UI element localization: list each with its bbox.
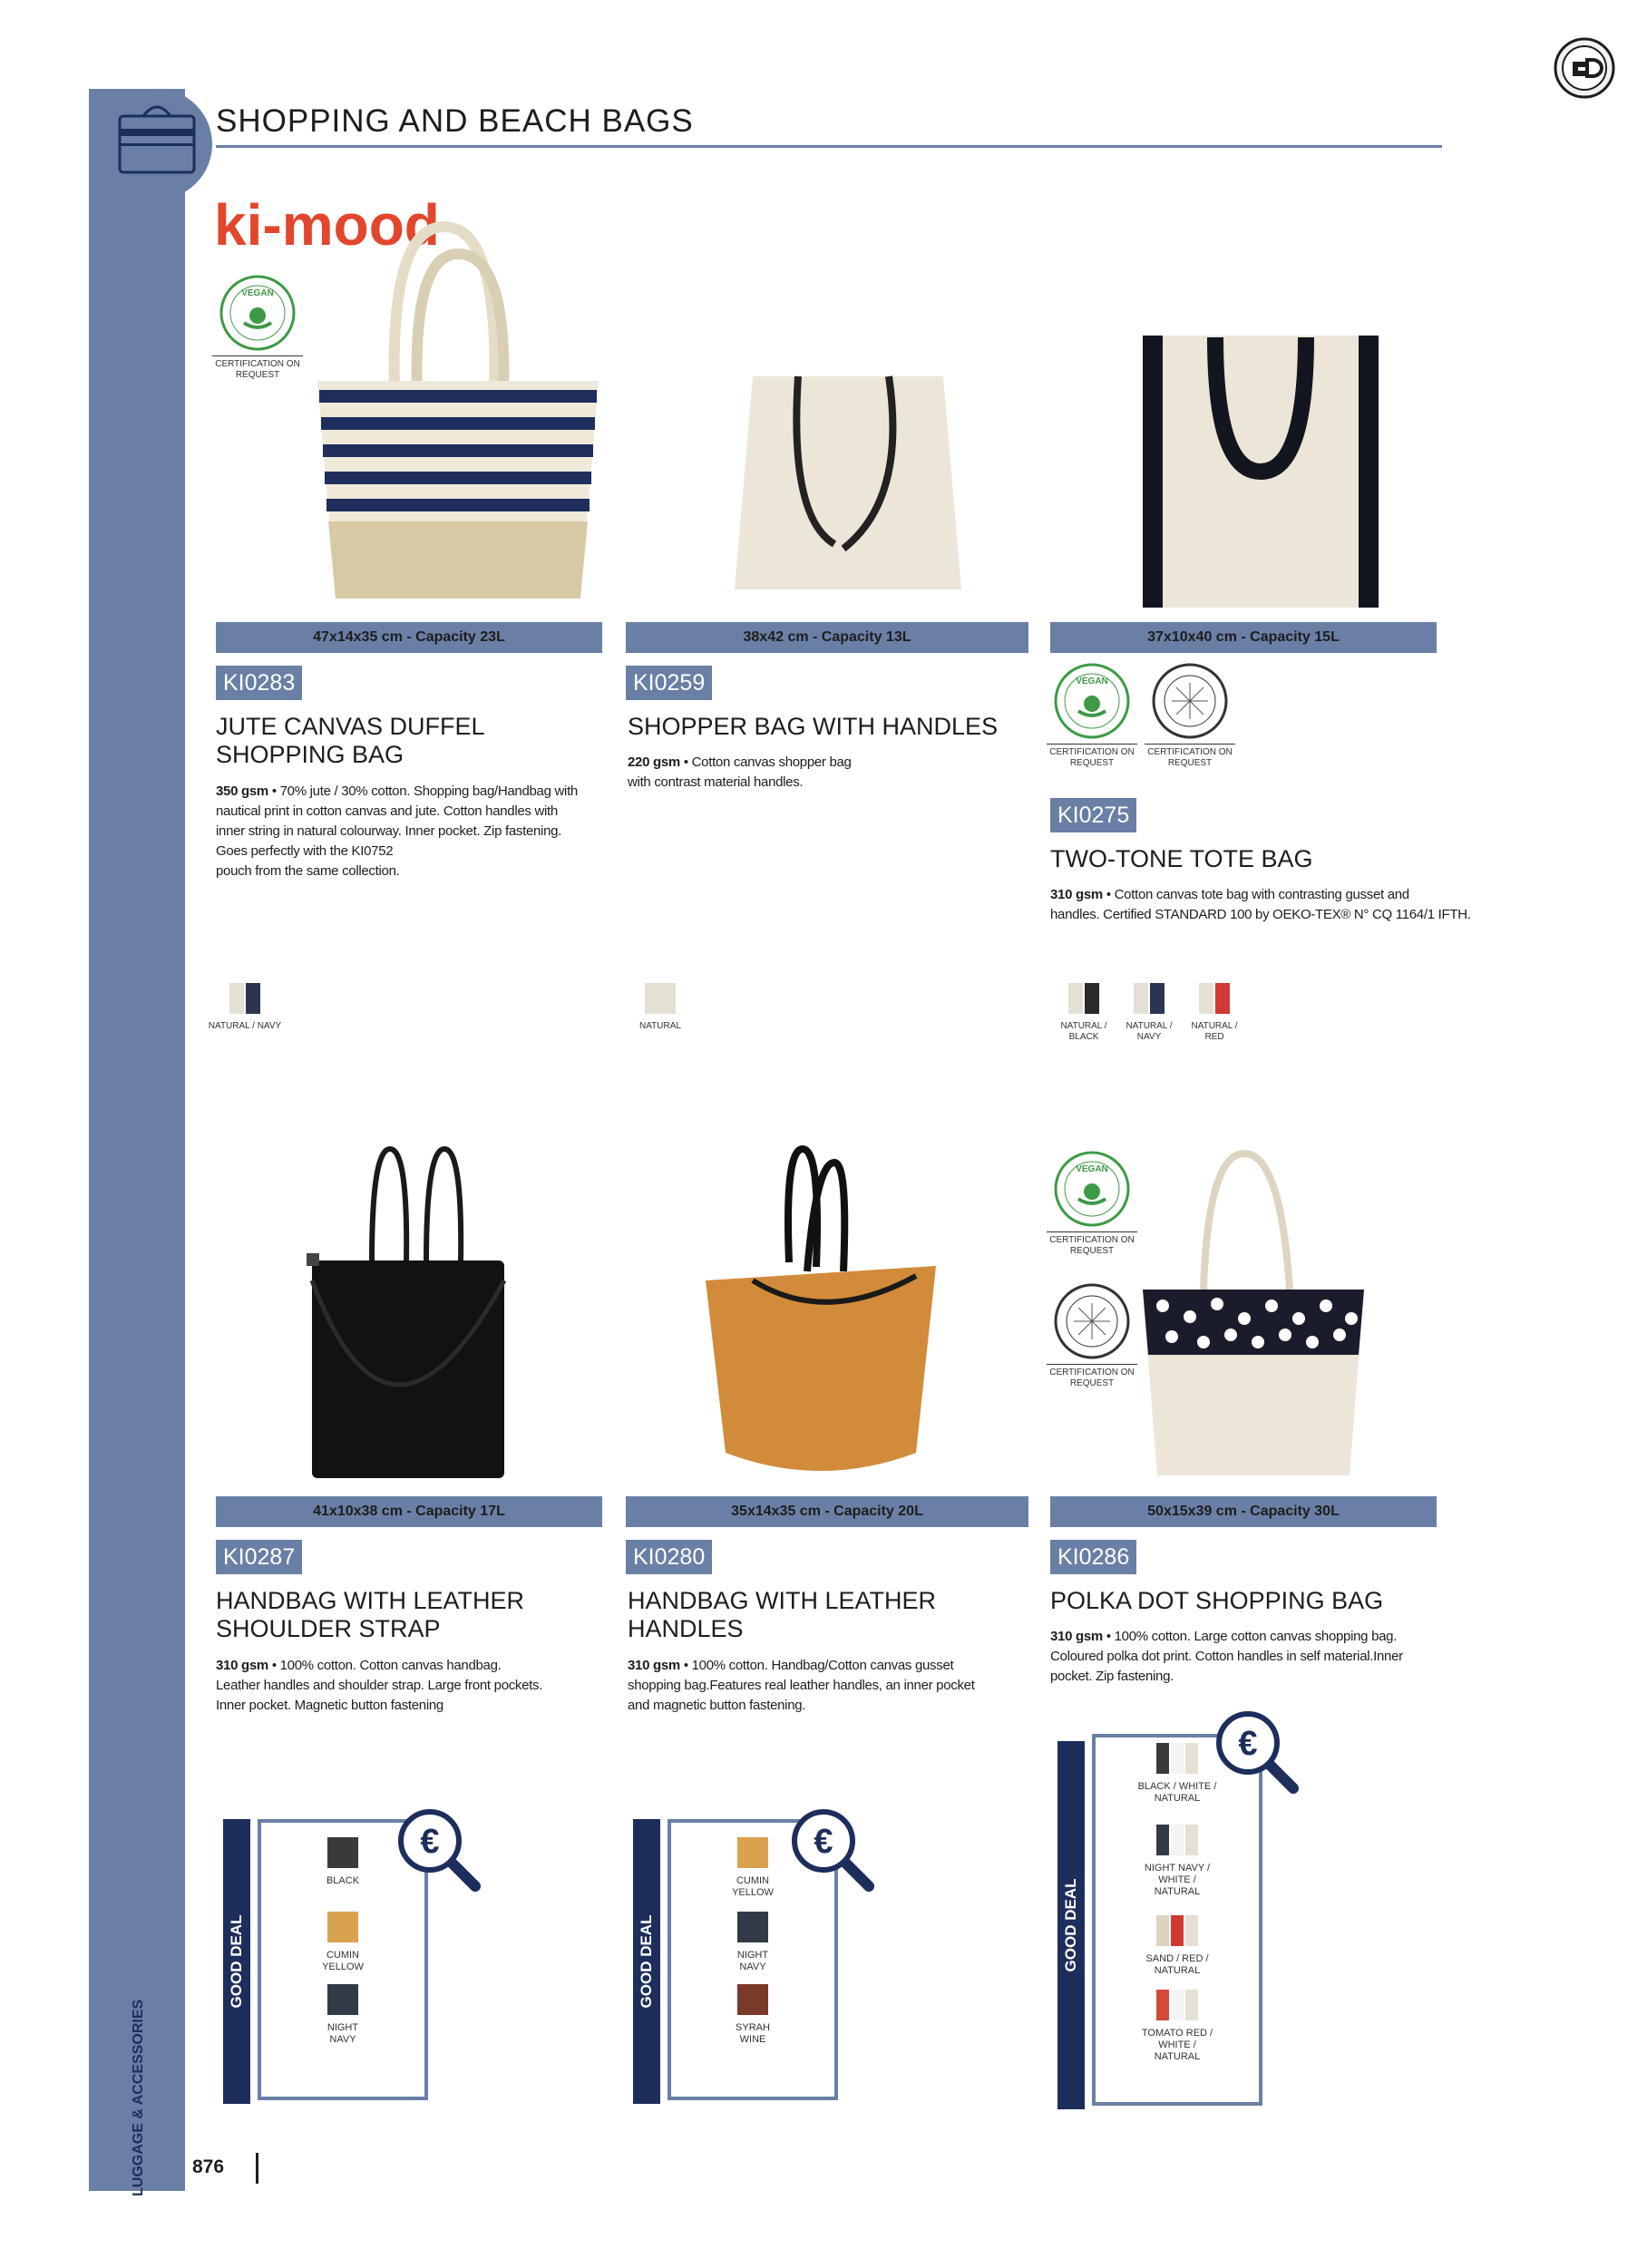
product-ref: KI0287 [216,1540,302,1574]
vegan-cert [212,272,303,381]
side-category-label: LUGGAGE & ACCESSORIES [131,1999,146,2196]
color-swatch[interactable]: SAND / RED / NATURAL [1092,1915,1262,1977]
color-swatch[interactable]: NATURAL / NAVY [204,983,286,1032]
color-swatch[interactable]: SYRAH WINE [668,1984,838,2046]
product-name: POLKA DOT SHOPPING BAG [1050,1587,1384,1614]
product-name: HANDBAG WITH LEATHER HANDLES [628,1587,937,1642]
product-ref: KI0283 [216,666,302,700]
good-deal-bar: GOOD DEAL [223,1819,250,2104]
color-swatch[interactable]: NATURAL [630,983,690,1032]
good-deal-box [223,1819,486,2104]
vegan-cert [1047,1148,1137,1257]
page-number: 876 [192,2156,225,2177]
good-deal-box [1057,1725,1321,2109]
color-swatch[interactable]: CUMIN YELLOW [258,1912,428,1973]
svg-text:€: € [420,1823,440,1861]
cert-text: CERTIFICATION ON REQUEST [1145,744,1235,769]
vegan-cert [1047,660,1137,769]
good-deal-box [633,1819,896,2104]
product-image-KI0259 [735,363,970,599]
product-image-KI0275 [1125,326,1397,608]
confidence-textile-icon [1149,660,1231,742]
color-swatch[interactable]: NATURAL / BLACK [1054,983,1114,1043]
cert-text: CERTIFICATION ON REQUEST [212,355,303,381]
product-dims: 37x10x40 cm - Capacity 15L [1050,622,1437,653]
good-deal-bar: GOOD DEAL [633,1819,660,2104]
product-name: HANDBAG WITH LEATHER SHOULDER STRAP [216,1587,525,1642]
product-description: 220 gsm • Cotton canvas shopper bag with contrast material handles. [628,754,852,790]
color-swatch[interactable]: BLACK / WHITE / NATURAL [1092,1743,1262,1805]
cert-text: CERTIFICATION ON REQUEST [1047,1364,1137,1389]
vegan-badge-icon [1051,660,1133,742]
product-image-KI0286 [1135,1144,1371,1482]
svg-text:€: € [814,1823,833,1861]
vegan-badge-icon [217,272,298,354]
publisher-logo-icon [1553,36,1616,100]
product-dims: 50x15x39 cm - Capacity 30L [1050,1496,1437,1527]
svg-text:VEGAN: VEGAN [1076,1164,1108,1174]
swatch-row [1054,983,1244,1043]
svg-text:€: € [1238,1725,1258,1763]
color-swatch[interactable]: TOMATO RED / WHITE / NATURAL [1092,1990,1262,2063]
bag-icon [102,89,212,200]
product-dims: 41x10x38 cm - Capacity 17L [216,1496,602,1527]
product-ref: KI0280 [626,1540,712,1574]
vegan-badge-icon [1051,1148,1133,1230]
color-swatch[interactable]: BLACK [258,1837,428,1887]
color-swatch[interactable]: NATURAL / RED [1184,983,1244,1043]
side-band [89,89,185,2191]
product-dims: 35x14x35 cm - Capacity 20L [626,1496,1028,1527]
product-ref: KI0259 [626,666,712,700]
product-dims: 47x14x35 cm - Capacity 23L [216,622,602,653]
product-name: TWO-TONE TOTE BAG [1050,845,1313,872]
title-rule [216,145,1442,148]
product-image-KI0287 [299,1144,517,1482]
product-dims: 38x42 cm - Capacity 13L [626,622,1028,653]
swatch-row [204,983,286,1032]
page-number-rule [256,2153,258,2184]
product-image-KI0283 [308,218,608,608]
color-swatch[interactable]: NATURAL / NAVY [1119,983,1179,1043]
svg-text:VEGAN: VEGAN [241,288,274,298]
svg-text:VEGAN: VEGAN [1076,677,1108,686]
color-swatch[interactable]: CUMIN YELLOW [668,1837,838,1899]
product-description: 310 gsm • 100% cotton. Large cotton canvas shopping bag. Coloured polka dot print. Cotton handles in self material.Inner pocket. Zip fastening. [1050,1629,1403,1684]
product-ref: KI0275 [1050,798,1136,832]
color-swatch[interactable]: NIGHT NAVY [668,1912,838,1973]
oeko-cert [1047,1280,1137,1389]
product-ref: KI0286 [1050,1540,1136,1574]
oeko-cert [1145,660,1235,769]
cert-text: CERTIFICATION ON REQUEST [1047,744,1137,769]
color-swatch[interactable]: NIGHT NAVY / WHITE / NATURAL [1092,1825,1262,1898]
product-description: 310 gsm • 100% cotton. Cotton canvas handbag. Leather handles and shoulder strap. Large front pockets. Inner pocket. Magnetic button fastening [216,1658,543,1713]
product-description: 350 gsm • 70% jute / 30% cotton. Shopping bag/Handbag with nautical print in cotton canvas and jute. Cotton handles with inner string in natural colourway. Inner pocket. Zip fastening. Goes perfectly with the KI0752 pouch from the same collection. [216,784,578,879]
page-title: SHOPPING AND BEACH BAGS [216,103,694,139]
color-swatch[interactable]: NIGHT NAVY [258,1984,428,2046]
swatch-row [630,983,690,1032]
product-name: SHOPPER BAG WITH HANDLES [628,713,999,740]
category-badge [102,89,212,200]
good-deal-bar: GOOD DEAL [1057,1741,1085,2109]
product-name: JUTE CANVAS DUFFEL SHOPPING BAG [216,713,485,768]
cert-text: CERTIFICATION ON REQUEST [1047,1231,1137,1257]
product-description: 310 gsm • Cotton canvas tote bag with contrasting gusset and handles. Certified STANDARD 100 by OEKO-TEX® N° CQ 1164/1 IFTH. [1050,887,1471,922]
confidence-textile-icon [1051,1280,1133,1362]
product-description: 310 gsm • 100% cotton. Handbag/Cotton canvas gusset shopping bag.Features real leather handles, an inner pocket and magnetic button fastening. [628,1658,975,1713]
brand-name: ki-mood [214,192,440,258]
product-image-KI0280 [698,1144,943,1482]
